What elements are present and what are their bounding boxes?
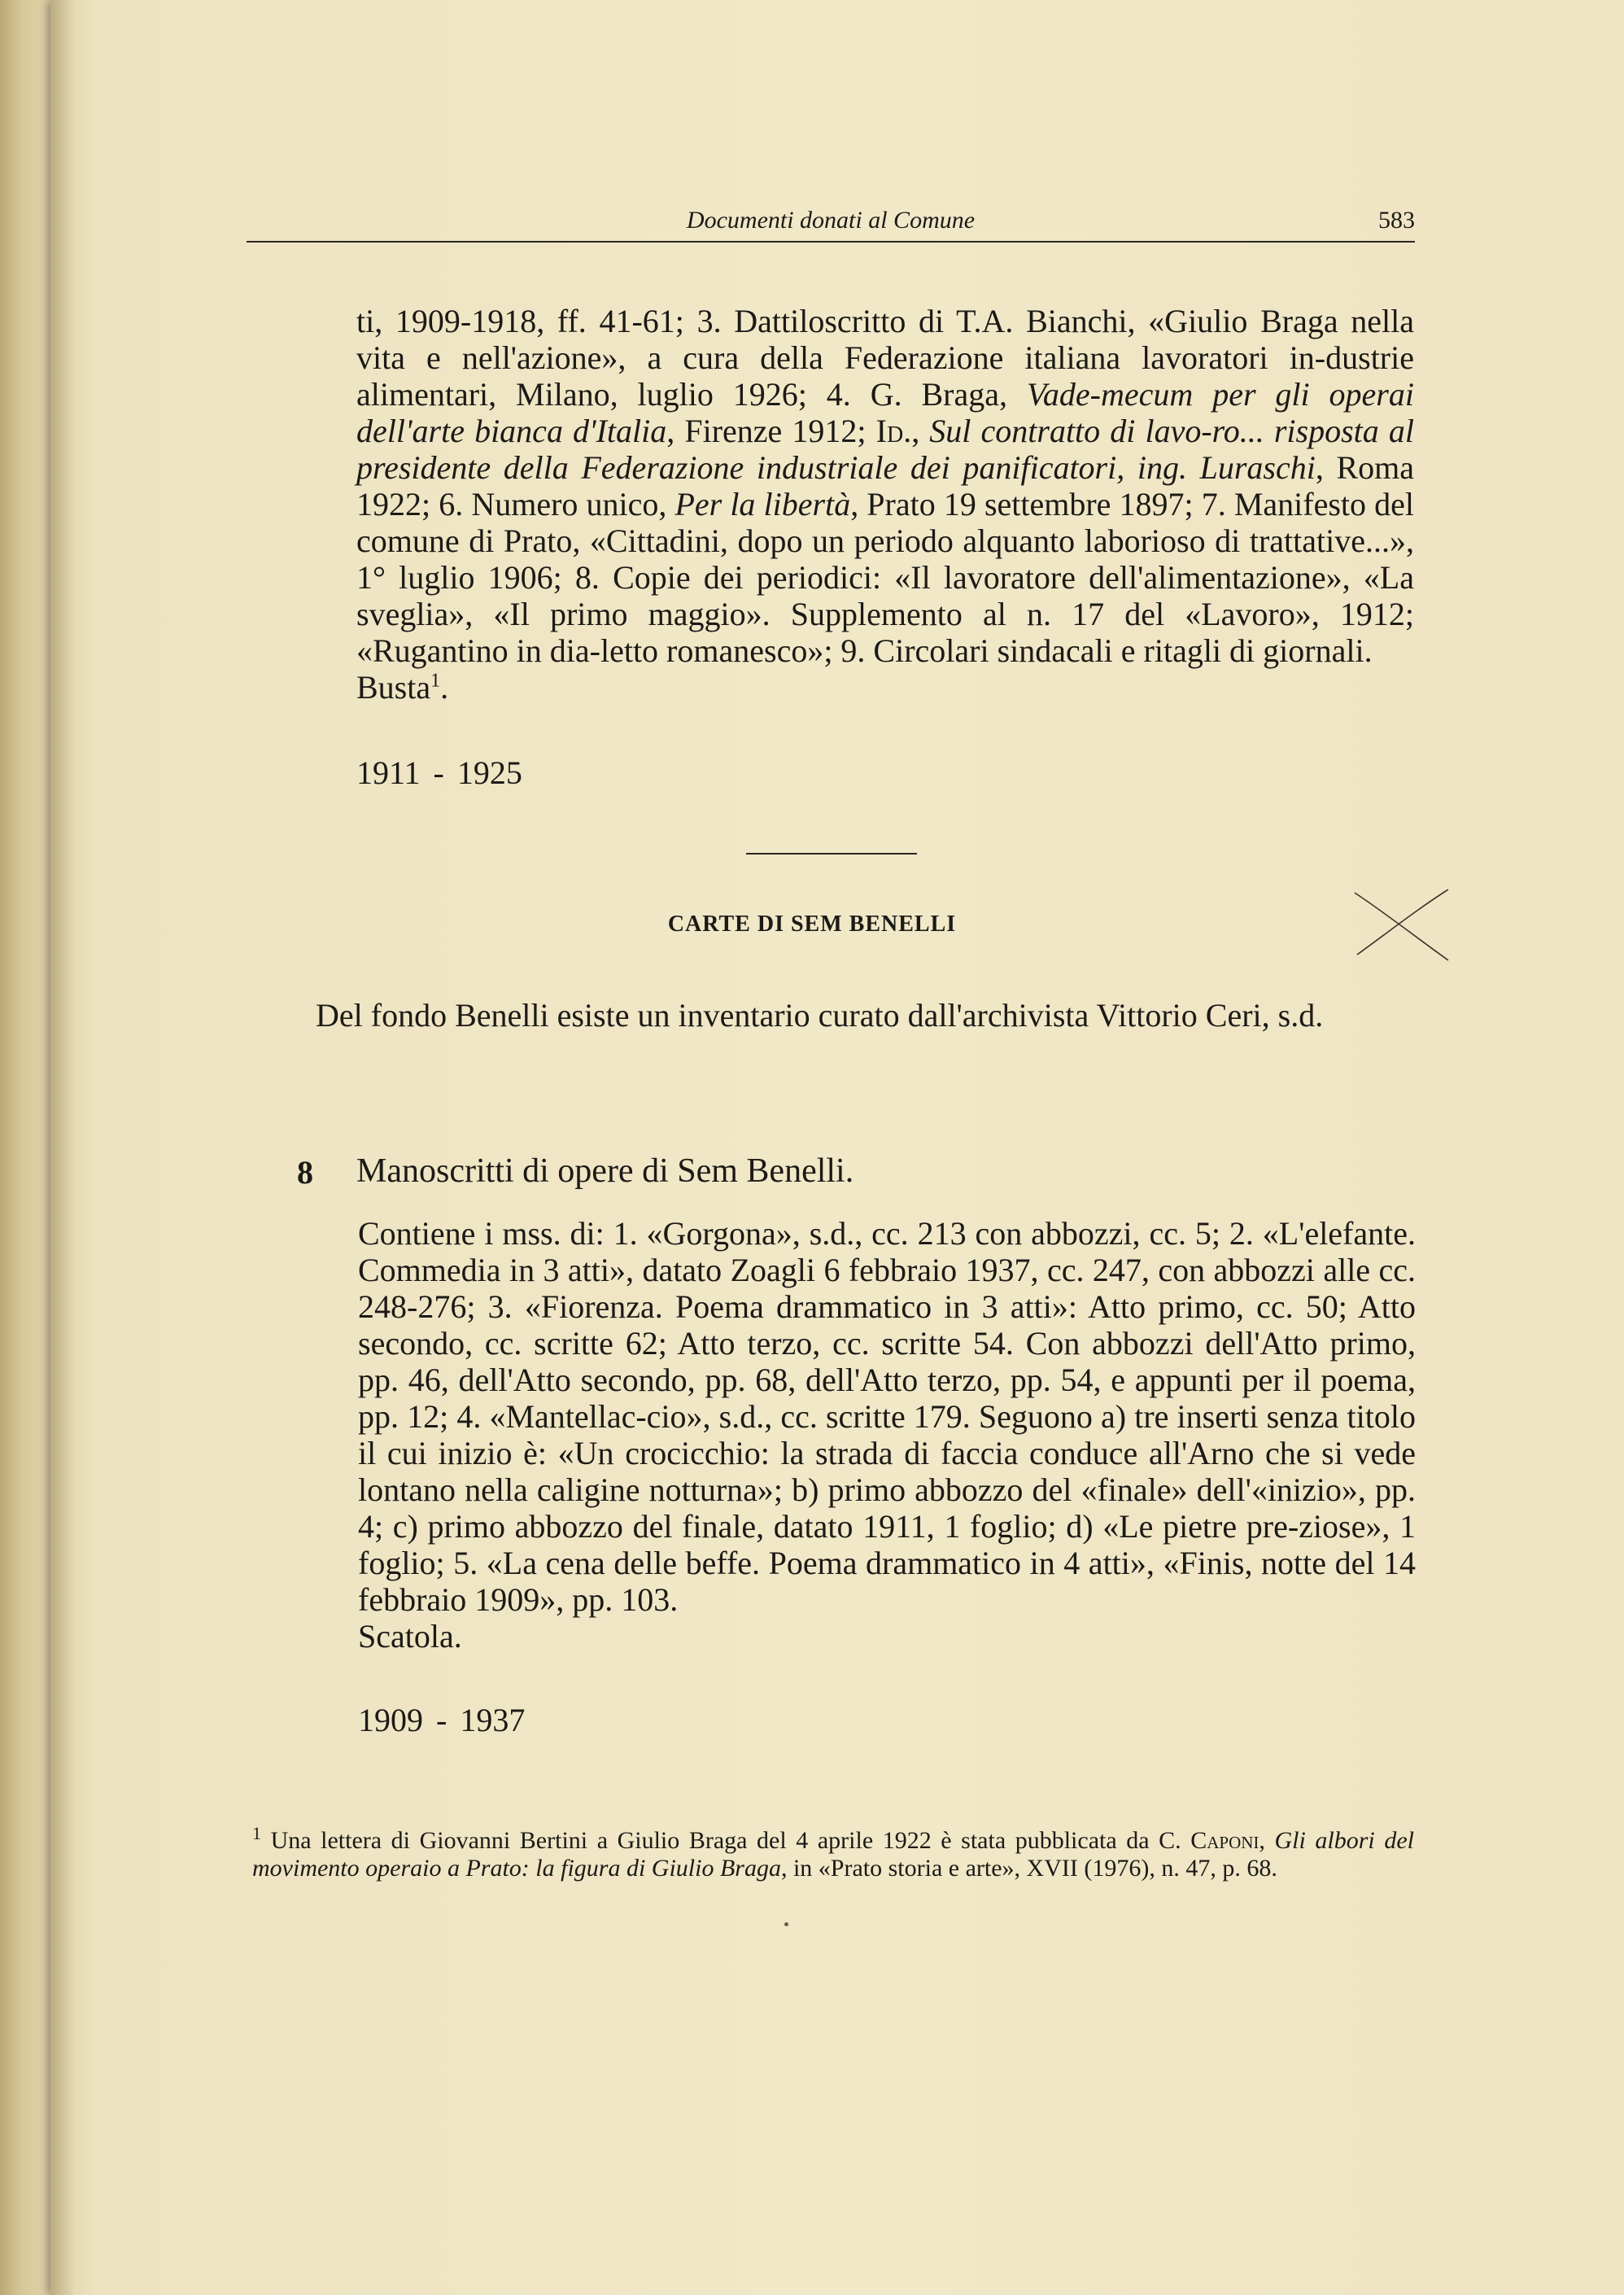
continuation-line-2: dustrie alimentari, Milano, luglio 1926; 4. G. Braga, bbox=[356, 339, 1414, 413]
container-scatola: Scatola. bbox=[358, 1618, 462, 1655]
container-busta: Busta bbox=[356, 669, 431, 706]
italic-title-contratto: Sul contratto di lavo-ro... risposta al presidente della Federazione industriale dei panificatori, ing. Luraschi bbox=[356, 413, 1415, 486]
section-heading: CARTE DI SEM BENELLI bbox=[667, 911, 957, 937]
footnote-comma: , bbox=[1259, 1827, 1265, 1854]
page-number: 583 bbox=[1378, 207, 1415, 234]
footnote bbox=[252, 1823, 1414, 1882]
footnote-text-end: , in «Prato storia e arte», XVII (1976), n. 47, p. 68. bbox=[780, 1855, 1277, 1882]
running-title: Documenti donati al Comune bbox=[686, 207, 976, 234]
entry-title: Manoscritti di opere di Sem Benelli. bbox=[356, 1152, 854, 1190]
handwritten-cross-mark bbox=[1351, 883, 1452, 964]
date-range-1911-1925: 1911 - 1925 bbox=[356, 754, 522, 791]
footnote-mark: 1 bbox=[252, 1823, 261, 1843]
continuation-line-1: ti, 1909-1918, ff. 41-61; 3. Dattiloscritto di T.A. Bianchi, «Giulio Braga nella vita e nell'azione», a cura della Federazione italiana lavoratori in- bbox=[356, 303, 1414, 376]
ink-dot bbox=[784, 1922, 788, 1926]
footnote-reference[interactable]: 1 bbox=[430, 670, 441, 692]
idem-abbrev: Id bbox=[875, 413, 904, 449]
date-range-1909-1937: 1909 - 1937 bbox=[358, 1702, 526, 1738]
section-intro: Del fondo Benelli esiste un inventario curato dall'archivista Vittorio Ceri, s.d. bbox=[316, 997, 1324, 1034]
entry-continuation-text bbox=[356, 303, 1414, 706]
entry-number: 8 bbox=[297, 1154, 313, 1191]
running-header bbox=[247, 205, 1415, 243]
italic-title-vademecum: Vade-mecum per gli operai dell'arte bianca d'Italia bbox=[356, 376, 1414, 449]
page-edge bbox=[0, 0, 57, 2295]
entry-8-description bbox=[358, 1215, 1416, 1655]
footnote-title: Gli albori del movimento operaio a Prato: la figura di Giulio Braga bbox=[252, 1827, 1414, 1882]
continuation-line-6: , Prato 19 settembre 1897; 7. Manifesto del comune di Prato, «Cittadini, dopo un periodo alquanto laborioso di trattative...», 1° luglio 1906; 8. Copie dei periodici: «Il lavoratore dell'alimentazione», «La sveglia», «Il primo maggio». Supplemento al n. 17 del «Lavoro», 1912; «Rugantino in dia-letto romanesco»; 9. Circolari sindacali e ritagli di giornali. bbox=[356, 486, 1414, 669]
container-period: . bbox=[440, 669, 449, 706]
section-separator bbox=[746, 853, 917, 855]
footnote-text-before: Una lettera di Giovanni Bertini a Giulio Braga del 4 aprile 1922 è stata pubblicata da C. bbox=[270, 1827, 1191, 1854]
italic-title-liberta: Per la libertà bbox=[674, 486, 851, 522]
footnote-author: Caponi bbox=[1190, 1827, 1259, 1854]
continuation-line-4: ., bbox=[903, 413, 930, 449]
entry-8-contents: Contiene i mss. di: 1. «Gorgona», s.d., cc. 213 con abbozzi, cc. 5; 2. «L'elefante. Commedia in 3 atti», datato Zoagli 6 febbraio 1937, cc. 247, con abbozzi alle cc. 248-276; 3. «Fiorenza. Poema drammatico in 3 atti»: Atto primo, cc. 50; Atto secondo, cc. scritte 62; Atto terzo, cc. scritte 54. Con abbozzi dell'Atto primo, pp. 46, dell'Atto secondo, pp. 68, dell'Atto terzo, pp. 54, e appunti per il poema, pp. 12; 4. «Mantellac-cio», s.d., cc. scritte 179. Seguono a) tre inserti senza titolo il cui inizio è: «Un crocicchio: la strada di faccia conduce all'Arno che si vede lontano nella caligine notturna»; b) primo abbozzo del «finale» dell'«inizio», pp. 4; c) primo abbozzo del finale, datato 1911, 1 foglio; d) «Le pietre pre-ziose», 1 foglio; 5. «La cena delle beffe. Poema drammatico in 4 atti», «Finis, notte del 14 febbraio 1909», pp. 103. bbox=[358, 1215, 1416, 1618]
continuation-line-5: , Roma 1922; 6. Numero unico, bbox=[356, 449, 1415, 522]
binding-shadow bbox=[50, 0, 75, 2295]
continuation-line-3: , Firenze 1912; bbox=[666, 413, 876, 449]
